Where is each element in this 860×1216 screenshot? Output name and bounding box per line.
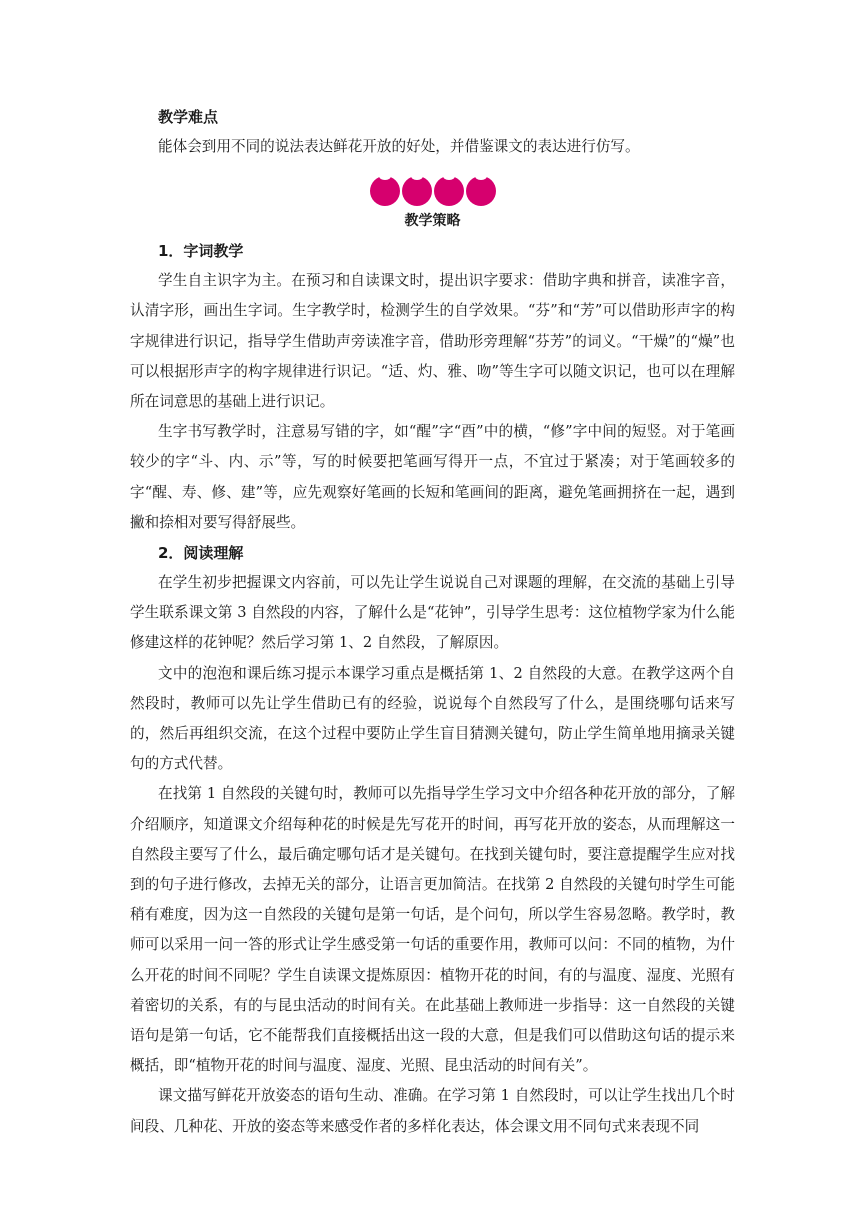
decor-dot-icon [466,176,496,206]
difficulty-text: 能体会到用不同的说法表达鲜花开放的好处，并借鉴课文的表达进行仿写。 [158,138,640,155]
strategy-decoration [130,176,735,208]
difficulty-heading: 教学难点 [158,108,219,126]
paragraph: 学生自主识字为主。在预习和自读课文时，提出识字要求：借助字典和拼音，读准字音，认清字形，画出生字词。生字教学时，检测学生的自学效果。“芬”和“芳”可以借助形声字的构字规律进行识记，指导学生借助声旁读准字音，借助形旁理解“芬芳”的词义。“干燥”的“燥”也可以根据形声字的构字规律进行识记。“适、灼、雅、吻”等生字可以随文识记，也可以在理解所在词意思的基础上进行识记。 [130,272,735,411]
decor-dot-icon [370,176,400,206]
part1-heading: 1．字词教学 [158,242,244,261]
paragraph: 课文描写鲜花开放姿态的语句生动、准确。在学习第 1 自然段时，可以让学生找出几个时间段、几种花、开放的姿态等来感受作者的多样化表达，体会课文用不同句式来表现不同 [130,1087,735,1135]
paragraph: 生字书写教学时，注意易写错的字，如“醒”字“酉”中的横，“修”字中间的短竖。对于笔画较少的字“斗、内、示”等，写的时候要把笔画写得开一点，不宜过于紧凑；对于笔画较多的字“醒、寿、修、建”等，应先观察好笔画的长短和笔画间的距离，避免笔画拥挤在一起，遇到撇和捺相对要写得舒展些。 [130,423,735,531]
paragraph: 在找第 1 自然段的关键句时，教师可以先指导学生学习文中介绍各种花开放的部分，了解介绍顺序，知道课文介绍每种花的时候是先写花开的时间，再写花开放的姿态，从而理解这一自然段主要写了什么，最后确定哪句话才是关键句。在找到关键句时，要注意提醒学生应对找到的句子进行修改，去掉无关的部分，让语言更加简洁。在找第 2 自然段的关键句时学生可能稍有难度，因为这一自然段的关键句是第一句话，是个问句，所以学生容易忽略。教学时，教师可以采用一问一答的形式让学生感受第一句话的重要作用，教师可以问：不同的植物，为什么开花的时间不同呢？学生自读课文提炼原因：植物开花的时间，有的与温度、湿度、光照有着密切的关系，有的与昆虫活动的时间有关。在此基础上教师进一步指导：这一自然段的关键语句是第一句话，它不能帮我们直接概括出这一段的大意，但是我们可以借助这句话的提示来概括，即“植物开花的时间与温度、湿度、光照、昆虫活动的时间有关”。 [130,785,735,1075]
document-content [130,102,735,1142]
decor-dot-icon [434,176,464,206]
paragraph: 文中的泡泡和课后练习提示本课学习重点是概括第 1、2 自然段的大意。在教学这两个自然段时，教师可以先让学生借助已有的经验，说说每个自然段写了什么，是围绕哪句话来写的，然后再组织交流，在这个过程中要防止学生盲目猜测关键句，防止学生简单地用摘录关键句的方式代替。 [130,664,735,773]
decor-dot-icon [402,176,432,206]
paragraph: 在学生初步把握课文内容前，可以先让学生说说自己对课题的理解，在交流的基础上引导学生联系课文第 3 自然段的内容，了解什么是“花钟”，引导学生思考：这位植物学家为什么能修建这样的花钟呢？然后学习第 1、2 自然段，了解原因。 [130,574,735,652]
part2-heading: 2．阅读理解 [158,544,244,563]
strategy-title: 教学策略 [404,213,461,230]
